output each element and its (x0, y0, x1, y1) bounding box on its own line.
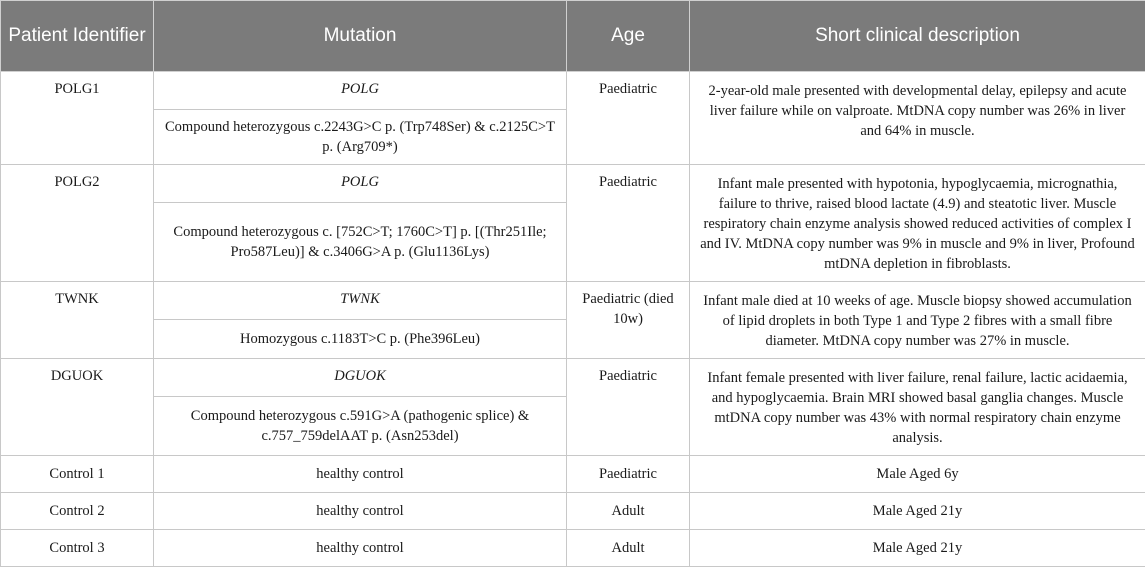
patient-id: TWNK (1, 282, 154, 359)
patient-id: POLG1 (1, 72, 154, 165)
table-row (1, 165, 1145, 203)
age-cell: Paediatric (567, 165, 690, 282)
mutation-detail: Compound heterozygous c. [752C>T; 1760C>T] p. [(Thr251Ile; Pro587Leu)] & c.3406G>A p. (Glu1136Lys) (154, 203, 567, 282)
mutation-detail: healthy control (154, 493, 567, 530)
gene-name: TWNK (154, 282, 567, 320)
patient-id: Control 2 (1, 493, 154, 530)
mutation-detail: healthy control (154, 456, 567, 493)
clinical-description: Infant male died at 10 weeks of age. Muscle biopsy showed accumulation of lipid droplets in both Type 1 and Type 2 fibres with a small fibre diameter. MtDNA copy number was 27% in muscle. (690, 282, 1145, 359)
header-row (1, 1, 1145, 72)
patient-id: POLG2 (1, 165, 154, 282)
patient-id: Control 1 (1, 456, 154, 493)
table-row (1, 493, 1145, 530)
age-cell: Paediatric (567, 359, 690, 456)
header-description: Short clinical description (690, 1, 1145, 72)
age-cell: Paediatric (567, 456, 690, 493)
header-patient-identifier: Patient Identifier (1, 1, 154, 72)
gene-name: DGUOK (154, 359, 567, 397)
age-cell: Paediatric (567, 72, 690, 165)
table-row (1, 456, 1145, 493)
age-cell: Paediatric (died 10w) (567, 282, 690, 359)
patient-id: Control 3 (1, 530, 154, 567)
table-row (1, 530, 1145, 567)
table-row (1, 72, 1145, 110)
patient-id: DGUOK (1, 359, 154, 456)
table-row (1, 359, 1145, 397)
clinical-description: Male Aged 21y (690, 493, 1145, 530)
age-cell: Adult (567, 493, 690, 530)
mutation-detail: healthy control (154, 530, 567, 567)
mutation-detail: Compound heterozygous c.2243G>C p. (Trp748Ser) & c.2125C>T p. (Arg709*) (154, 110, 567, 165)
mutation-detail: Compound heterozygous c.591G>A (pathogenic splice) & c.757_759delAAT p. (Asn253del) (154, 397, 567, 456)
age-cell: Adult (567, 530, 690, 567)
clinical-description: 2-year-old male presented with developmental delay, epilepsy and acute liver failure while on valproate. MtDNA copy number was 26% in liver and 64% in muscle. (690, 72, 1145, 165)
clinical-description: Infant male presented with hypotonia, hypoglycaemia, micrognathia, failure to thrive, raised blood lactate (4.9) and steatotic liver. Muscle respiratory chain enzyme analysis showed reduced activities of complex I and IV. MtDNA copy number was 9% in muscle and 9% in liver, Profound mtDNA depletion in fibroblasts. (690, 165, 1145, 282)
clinical-description: Infant female presented with liver failure, renal failure, lactic acidaemia, and hypoglycaemia. Brain MRI showed basal ganglia changes. Muscle mtDNA copy number was 43% with normal respiratory chain enzyme analysis. (690, 359, 1145, 456)
clinical-description: Male Aged 6y (690, 456, 1145, 493)
gene-name: POLG (154, 72, 567, 110)
mutation-detail: Homozygous c.1183T>C p. (Phe396Leu) (154, 320, 567, 359)
header-mutation: Mutation (154, 1, 567, 72)
header-age: Age (567, 1, 690, 72)
table-row (1, 282, 1145, 320)
clinical-description: Male Aged 21y (690, 530, 1145, 567)
gene-name: POLG (154, 165, 567, 203)
